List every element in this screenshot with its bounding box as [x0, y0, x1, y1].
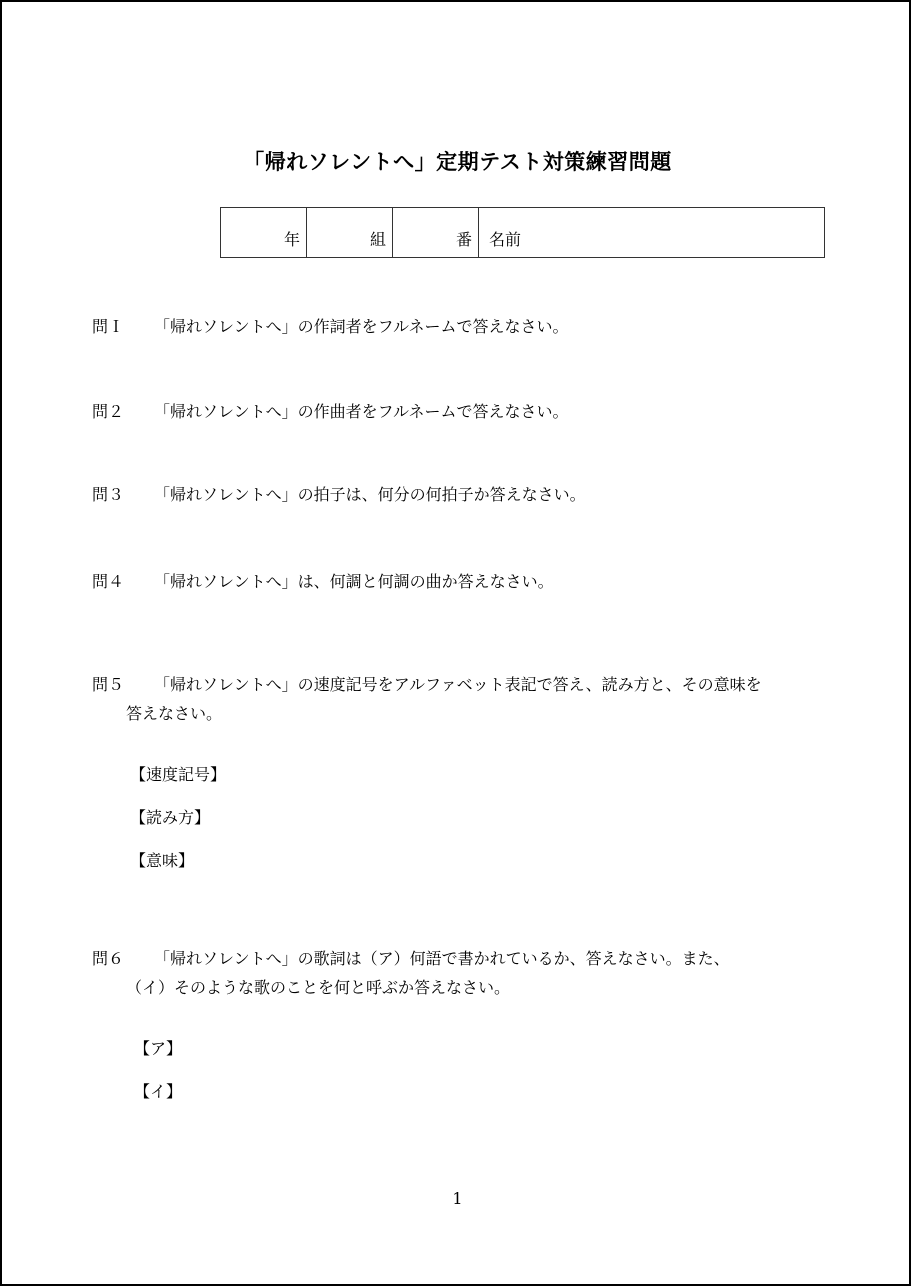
answer-label-reading: 【読み方】: [130, 808, 211, 827]
name-field: 名前: [479, 208, 825, 258]
answer-label-tempo-mark: 【速度記号】: [130, 765, 227, 784]
question-6: [92, 944, 730, 973]
question-2: [92, 397, 568, 426]
year-field: 年: [221, 208, 307, 258]
question-number: 問３: [92, 485, 125, 504]
page-number: 1: [452, 1189, 463, 1208]
page-title: 「帰れソレントへ」定期テスト対策練習問題: [243, 150, 672, 174]
question-text: 「帰れソレントへ」の歌詞は（ア）何語で書かれているか、答えなさい。また、: [154, 949, 730, 968]
question-number: 問２: [92, 402, 125, 421]
question-1: [92, 312, 568, 341]
class-field: 組: [307, 208, 393, 258]
question-number: 問Ｉ: [92, 317, 125, 336]
student-info-table: [220, 207, 825, 258]
question-text: 「帰れソレントへ」の拍子は、何分の何拍子か答えなさい。: [154, 485, 586, 504]
question-4: [92, 567, 554, 596]
question-number: 問４: [92, 572, 125, 591]
number-field: 番: [393, 208, 479, 258]
question-number: 問６: [92, 949, 125, 968]
answer-label-i: 【イ】: [134, 1082, 183, 1101]
question-number: 問５: [92, 675, 125, 694]
answer-label-a: 【ア】: [134, 1039, 183, 1058]
question-text: 「帰れソレントへ」の速度記号をアルファベット表記で答え、読み方と、その意味を: [154, 675, 762, 694]
question-text: 「帰れソレントへ」の作詞者をフルネームで答えなさい。: [154, 317, 569, 336]
answer-label-meaning: 【意味】: [130, 851, 195, 870]
question-3: [92, 480, 586, 509]
question-5: [92, 670, 762, 699]
question-text: 「帰れソレントへ」は、何調と何調の曲か答えなさい。: [154, 572, 554, 591]
question-6-continuation: （イ）そのような歌のことを何と呼ぶか答えなさい。: [126, 978, 511, 997]
question-text: 「帰れソレントへ」の作曲者をフルネームで答えなさい。: [154, 402, 569, 421]
question-5-continuation: 答えなさい。: [126, 704, 223, 723]
